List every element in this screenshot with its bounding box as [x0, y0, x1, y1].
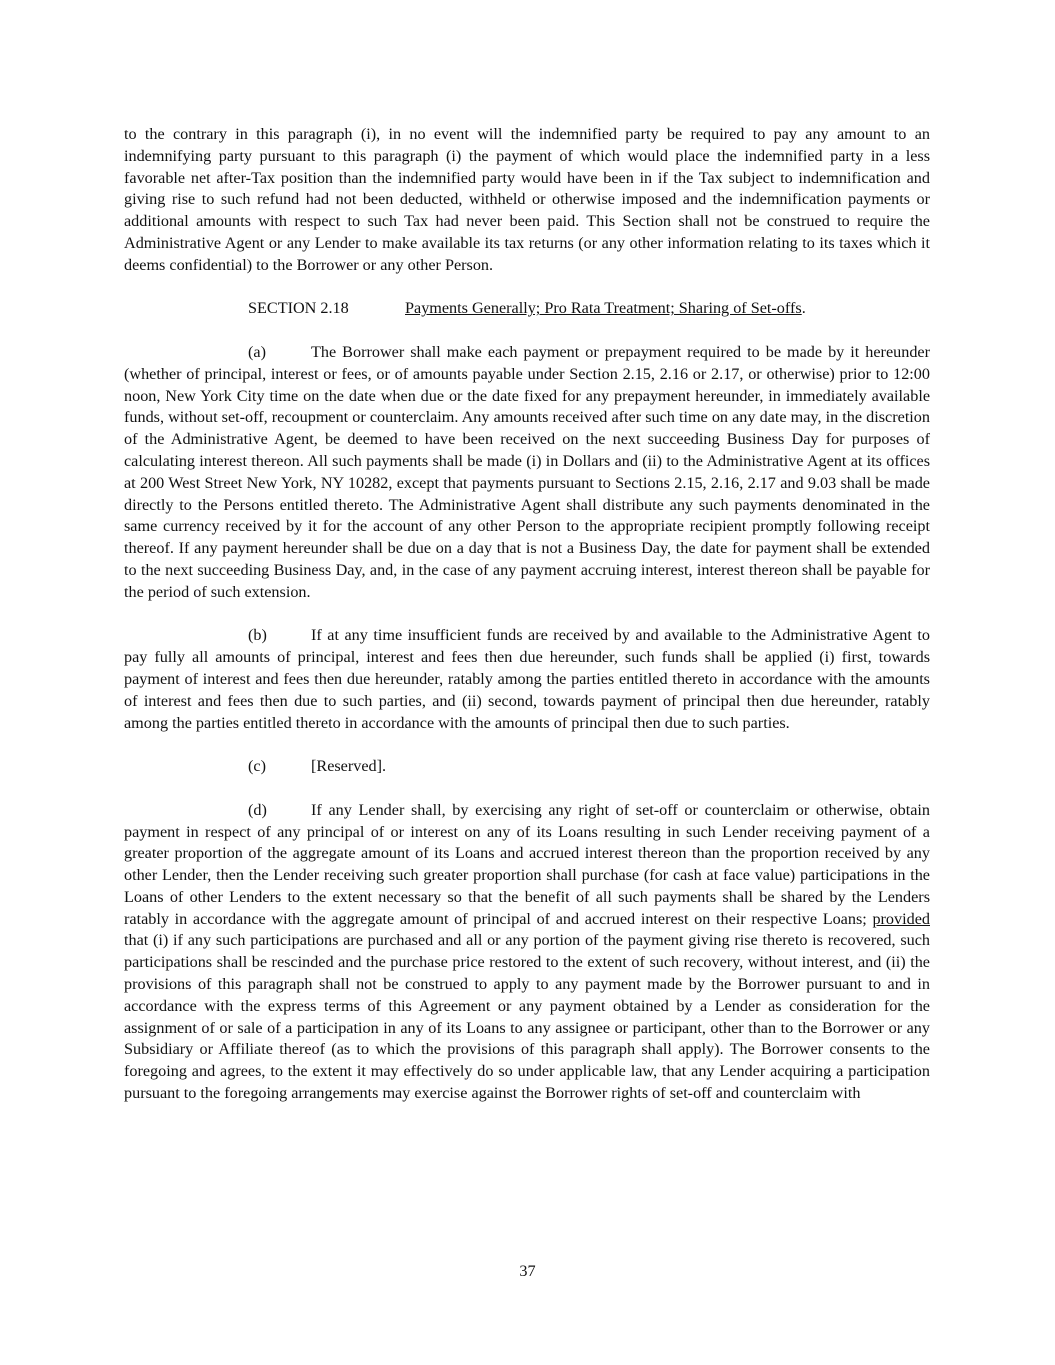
paragraph-c-text: [Reserved].	[311, 757, 387, 776]
section-title-period: .	[801, 299, 806, 318]
intro-paragraph: to the contrary in this paragraph (i), in no event will the indemnified party be required to pay any amount to an indemnifying party pursuant to this paragraph (i) the payment of which would place the indemnified party in a less favorable net after-Tax position than the indemnified party would have been in if the Tax subject to indemnification and giving rise to such refund had not been deducted, withheld or otherwise imposed and the indemnification payments or additional amounts with respect to such Tax had never been paid. This Section shall not be construed to require the Administrative Agent or any Lender to make available its tax returns (or any other information relating to its taxes which it deems confidential) to the Borrower or any other Person.	[124, 125, 930, 274]
paragraph-d-text-after: that (i) if any such participations are purchased and all or any portion of the payment giving rise thereto is recovered, such participations shall be rescinded and the purchase price restored to the extent of such recovery, without interest, and (ii) the provisions of this paragraph shall not be construed to apply to any payment made by the Borrower pursuant to and in accordance with the express terms of this Agreement or any payment obtained by a Lender as consideration for the assignment of or sale of a participation in any of its Loans to any assignee or participant, other than to the Borrower or any Subsidiary or Affiliate thereof (as to which the provisions of this paragraph shall apply). The Borrower consents to the foregoing and agrees, to the extent it may effectively do so under applicable law, that any Lender acquiring a participation pursuant to the foregoing arrangements may exercise against the Borrower rights of set-off and counterclaim with	[124, 931, 930, 1103]
paragraph-c	[124, 756, 930, 778]
paragraph-b	[124, 625, 930, 734]
provided-term: provided	[872, 909, 930, 928]
paragraph-a	[124, 342, 930, 604]
paragraph-d	[124, 800, 930, 1105]
paragraph-b-text: If at any time insufficient funds are received by and available to the Administrative Agent to pay fully all amounts of principal, interest and fees then due hereunder, such funds shall be applied (i) first, towards payment of interest and fees then due hereunder, ratably among the parties entitled thereto in accordance with the amounts of interest and fees then due to such parties, and (ii) second, towards payment of principal then due hereunder, ratably among the parties entitled thereto in accordance with the amounts of principal then due to such parties.	[124, 626, 930, 732]
section-number: SECTION 2.18	[248, 299, 349, 318]
paragraph-a-text: The Borrower shall make each payment or prepayment required to be made by it hereunder (whether of principal, interest or fees, or of amounts payable under Section 2.15, 2.16 or 2.17, or otherwise) prior to 12:00 noon, New York City time on the date when due or the date fixed for any prepayment hereunder, in immediately available funds, without set-off, recoupment or counterclaim. Any amounts received after such time on any date may, in the discretion of the Administrative Agent, be deemed to have been received on the next succeeding Business Day for purposes of calculating interest thereon. All such payments shall be made (i) in Dollars and (ii) to the Administrative Agent at its offices at 200 West Street New York, NY 10282, except that payments pursuant to Sections 2.15, 2.16, 2.17 and 9.03 shall be made directly to the Persons entitled thereto. The Administrative Agent shall distribute any such payments denominated in the same currency received by it for the account of any other Person to the appropriate recipient promptly following receipt thereof. If any payment hereunder shall be due on a day that is not a Business Day, the date for payment shall be extended to the next succeeding Business Day, and, in the case of any payment accruing interest, interest thereon shall be payable for the period of such extension.	[124, 342, 930, 601]
paragraph-d-text-before: If any Lender shall, by exercising any right of set-off or counterclaim or otherwise, obtain payment in respect of any principal of or interest on any of its Loans resulting in such Lender receiving payment of a greater proportion of the aggregate amount of its Loans and accrued interest thereon than the proportion received by any other Lender, then the Lender receiving such greater proportion shall purchase (for cash at face value) participations in the Loans of other Lenders to the extent necessary so that the benefit of all such payments shall be shared by the Lenders ratably in accordance with the aggregate amount of principal of and accrued interest on their respective Loans;	[124, 800, 930, 928]
paragraph-a-marker: (a)	[248, 342, 266, 361]
section-heading	[124, 298, 930, 320]
paragraph-c-marker: (c)	[248, 757, 266, 776]
page-number: 37	[519, 1262, 536, 1280]
paragraph-b-marker: (b)	[248, 626, 267, 645]
section-title: Payments Generally; Pro Rata Treatment; Sharing of Set-offs	[405, 299, 802, 318]
document-page	[124, 124, 930, 1105]
paragraph-d-marker: (d)	[248, 800, 267, 819]
